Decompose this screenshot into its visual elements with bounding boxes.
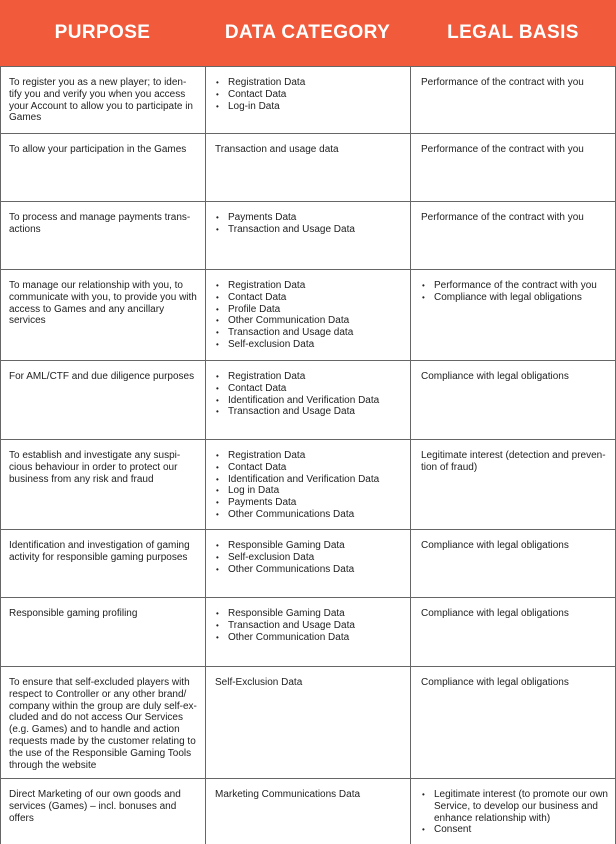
row-divider <box>0 201 616 202</box>
list-item: • Self-exclusion Data <box>215 339 404 351</box>
data-category-cell <box>215 677 404 689</box>
list-item: • Identification and Verification Data <box>215 474 404 486</box>
data-category-cell <box>215 608 404 643</box>
list-item: • Responsible Gaming Data <box>215 608 404 620</box>
legal-basis-cell <box>421 608 609 620</box>
purpose-cell: To process and manage payments trans-actions <box>9 212 191 235</box>
data-category-cell <box>215 77 404 112</box>
data-category-cell <box>215 789 404 801</box>
data-category-cell <box>215 450 404 521</box>
row-divider <box>0 778 616 779</box>
legal-basis-cell <box>421 212 609 224</box>
purpose-cell: To register you as a new player; to iden-tify you and verify you when you access your Account to allow you to participate in Games <box>9 77 193 124</box>
legal-basis-cell <box>421 280 609 304</box>
purpose-cell: To allow your participation in the Games <box>9 144 187 155</box>
purpose-cell: Direct Marketing of our own goods and services (Games) – incl. bonuses and offers <box>9 789 181 824</box>
list-item: • Performance of the contract with you <box>421 280 609 292</box>
row-divider <box>0 133 616 134</box>
column-divider <box>410 66 411 844</box>
list-item: • Registration Data <box>215 77 404 89</box>
legal-basis-cell <box>421 789 609 836</box>
data-category-cell <box>215 212 404 236</box>
list-item: • Log in Data <box>215 485 404 497</box>
list-item: • Contact Data <box>215 383 404 395</box>
legal-basis-cell <box>421 77 609 89</box>
legal-basis-cell <box>421 540 609 552</box>
column-divider <box>0 66 1 844</box>
list-item: • Payments Data <box>215 212 404 224</box>
list-item: • Other Communication Data <box>215 315 404 327</box>
purpose-cell: To manage our relationship with you, to communicate with you, to provide you with access to Games and any ancillary services <box>9 280 197 327</box>
basis-text: Performance of the contract with you <box>421 212 584 223</box>
list-item: • Transaction and Usage Data <box>215 406 404 418</box>
legal-basis-cell <box>421 371 609 383</box>
data-category-cell <box>215 280 404 351</box>
basis-text: Compliance with legal obligations <box>421 677 569 688</box>
list-item: • Other Communications Data <box>215 509 404 521</box>
basis-text: Compliance with legal obligations <box>421 371 569 382</box>
header-purpose: PURPOSE <box>54 22 151 43</box>
list-item: • Contact Data <box>215 462 404 474</box>
list-item: • Contact Data <box>215 89 404 101</box>
header-data-category: DATA CATEGORY <box>224 22 391 43</box>
category-text: Marketing Communications Data <box>215 789 361 800</box>
category-text: Transaction and usage data <box>215 144 339 155</box>
legal-basis-cell <box>421 677 609 689</box>
legal-basis-cell <box>421 144 609 156</box>
row-divider <box>0 66 616 67</box>
basis-text: Compliance with legal obligations <box>421 608 569 619</box>
list-item: • Responsible Gaming Data <box>215 540 404 552</box>
list-item: • Registration Data <box>215 280 404 292</box>
category-text: Self-Exclusion Data <box>215 677 303 688</box>
legal-basis-cell <box>421 450 609 474</box>
column-divider <box>205 66 206 844</box>
purpose-cell: To ensure that self-excluded players with respect to Controller or any other brand/ company within the group are duly self-ex-cluded and do not access Our Services (e.g. Games) and to handle and action requests made by the customer relating to the use of the Responsible Gaming Tools through the website <box>9 677 197 771</box>
purpose-cell: Identification and investigation of gaming activity for responsible gaming purposes <box>9 540 190 563</box>
list-item: • Other Communications Data <box>215 564 404 576</box>
list-item: • Consent <box>421 824 609 836</box>
list-item: • Transaction and Usage Data <box>215 224 404 236</box>
list-item: • Contact Data <box>215 292 404 304</box>
list-item: • Self-exclusion Data <box>215 552 404 564</box>
data-category-cell <box>215 540 404 575</box>
purpose-cell: Responsible gaming profiling <box>9 608 138 619</box>
list-item: • Payments Data <box>215 497 404 509</box>
header-legal-basis: LEGAL BASIS <box>447 22 579 43</box>
list-item: • Profile Data <box>215 304 404 316</box>
list-item: • Transaction and Usage data <box>215 327 404 339</box>
list-item: • Identification and Verification Data <box>215 395 404 407</box>
row-divider <box>0 529 616 530</box>
row-divider <box>0 439 616 440</box>
data-category-cell <box>215 144 404 156</box>
row-divider <box>0 360 616 361</box>
basis-text: Compliance with legal obligations <box>421 540 569 551</box>
list-item: • Legitimate interest (to promote our own Service, to develop our business and enhance relationship with) <box>421 789 609 824</box>
purpose-cell: To establish and investigate any suspi-cious behaviour in order to protect our business from any risk and fraud <box>9 450 181 485</box>
list-item: • Log-in Data <box>215 101 404 113</box>
basis-text: Performance of the contract with you <box>421 144 584 155</box>
list-item: • Compliance with legal obligations <box>421 292 609 304</box>
basis-text: Legitimate interest (detection and preven-tion of fraud) <box>421 450 606 473</box>
list-item: • Transaction and Usage Data <box>215 620 404 632</box>
list-item: • Other Communication Data <box>215 632 404 644</box>
row-divider <box>0 269 616 270</box>
list-item: • Registration Data <box>215 450 404 462</box>
row-divider <box>0 597 616 598</box>
table-header <box>0 0 616 66</box>
list-item: • Registration Data <box>215 371 404 383</box>
row-divider <box>0 666 616 667</box>
data-category-cell <box>215 371 404 418</box>
basis-text: Performance of the contract with you <box>421 77 584 88</box>
purpose-cell: For AML/CTF and due diligence purposes <box>9 371 195 382</box>
